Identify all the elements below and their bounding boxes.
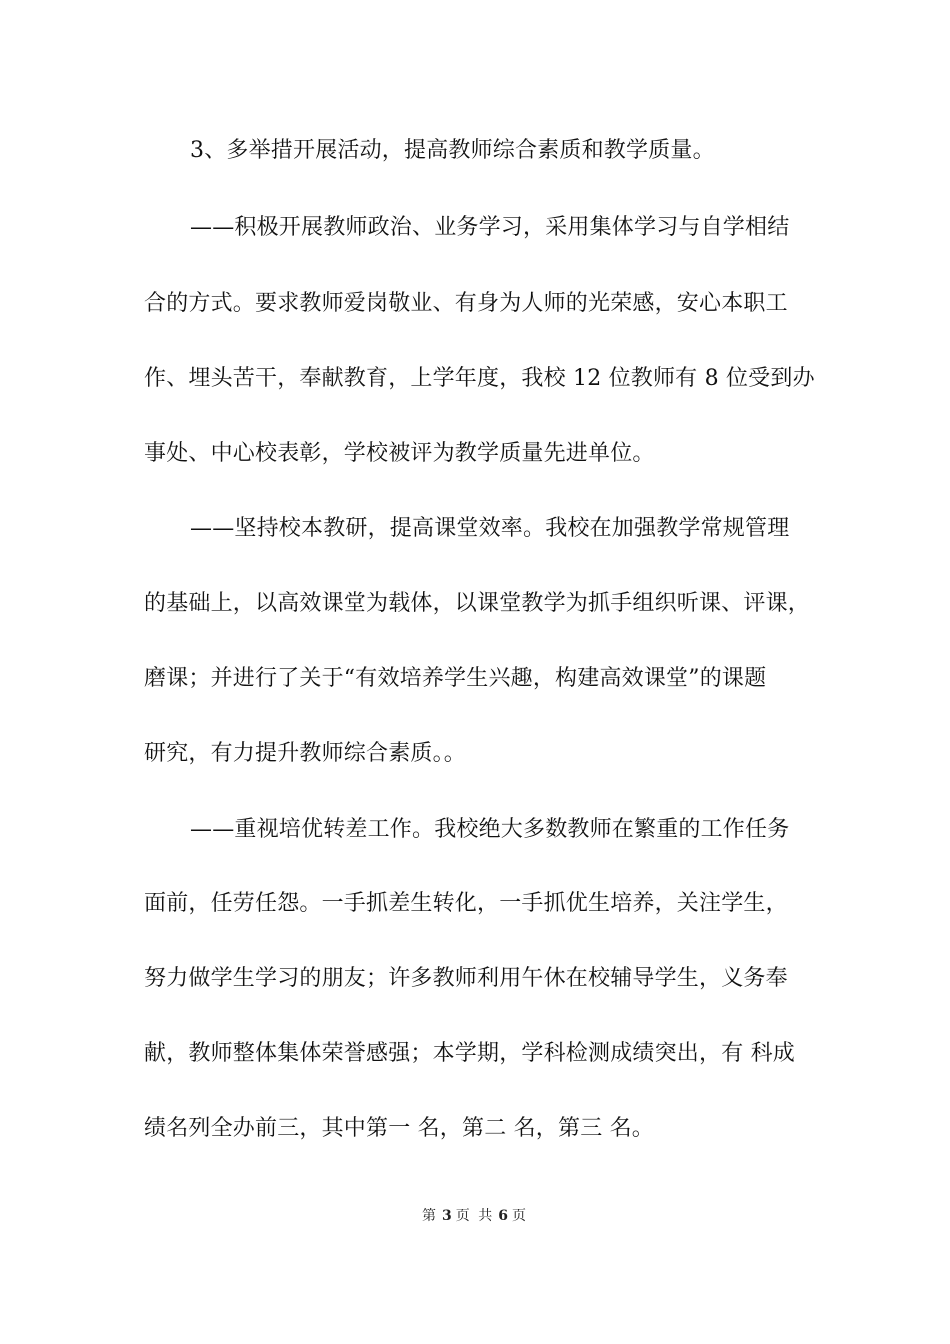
paragraph-line: 合的方式。要求教师爱岗敬业、有身为人师的光荣感，安心本职工 [144, 291, 788, 316]
paragraph-line: 事处、中心校表彰，学校被评为教学质量先进单位。 [144, 441, 655, 466]
paragraph-line: 绩名列全办前三，其中第一 名，第二 名，第三 名。 [144, 1116, 654, 1141]
footer-suffix: 页 [511, 1208, 528, 1224]
paragraph-heading-3: 3、多举措开展活动，提高教师综合素质和教学质量。 [190, 138, 715, 163]
paragraph-line: 面前，任劳任怨。一手抓差生转化，一手抓优生培养，关注学生， [144, 891, 788, 916]
paragraph-line: 献，教师整体集体荣誉感强；本学期，学科检测成绩突出，有 科成 [144, 1041, 795, 1066]
footer-prefix: 第 [422, 1208, 439, 1224]
paragraph-line: ——积极开展教师政治、业务学习，采用集体学习与自学相结 [190, 215, 790, 240]
paragraph-line: 的基础上，以高效课堂为载体，以课堂教学为抓手组织听课、评课， [144, 591, 811, 616]
footer-page-number: 3 [442, 1208, 452, 1224]
paragraph-line: ——坚持校本教研，提高课堂效率。我校在加强教学常规管理 [190, 516, 790, 541]
paragraph-line: 努力做学生学习的朋友；许多教师利用午休在校辅导学生，义务奉 [144, 966, 788, 991]
paragraph-line: 研究，有力提升教师综合素质。。 [144, 741, 467, 766]
footer-total-pages: 6 [498, 1208, 508, 1224]
paragraph-line: ——重视培优转差工作。我校绝大多数教师在繁重的工作任务 [190, 817, 790, 842]
page-footer [0, 1207, 950, 1225]
paragraph-line: 磨课；并进行了关于“有效培养学生兴趣，构建高效课堂”的课题 [144, 666, 767, 691]
footer-middle: 页 共 [455, 1208, 495, 1224]
paragraph-line: 作、埋头苦干，奉献教育，上学年度，我校 12 位教师有 8 位受到办 [144, 366, 815, 391]
